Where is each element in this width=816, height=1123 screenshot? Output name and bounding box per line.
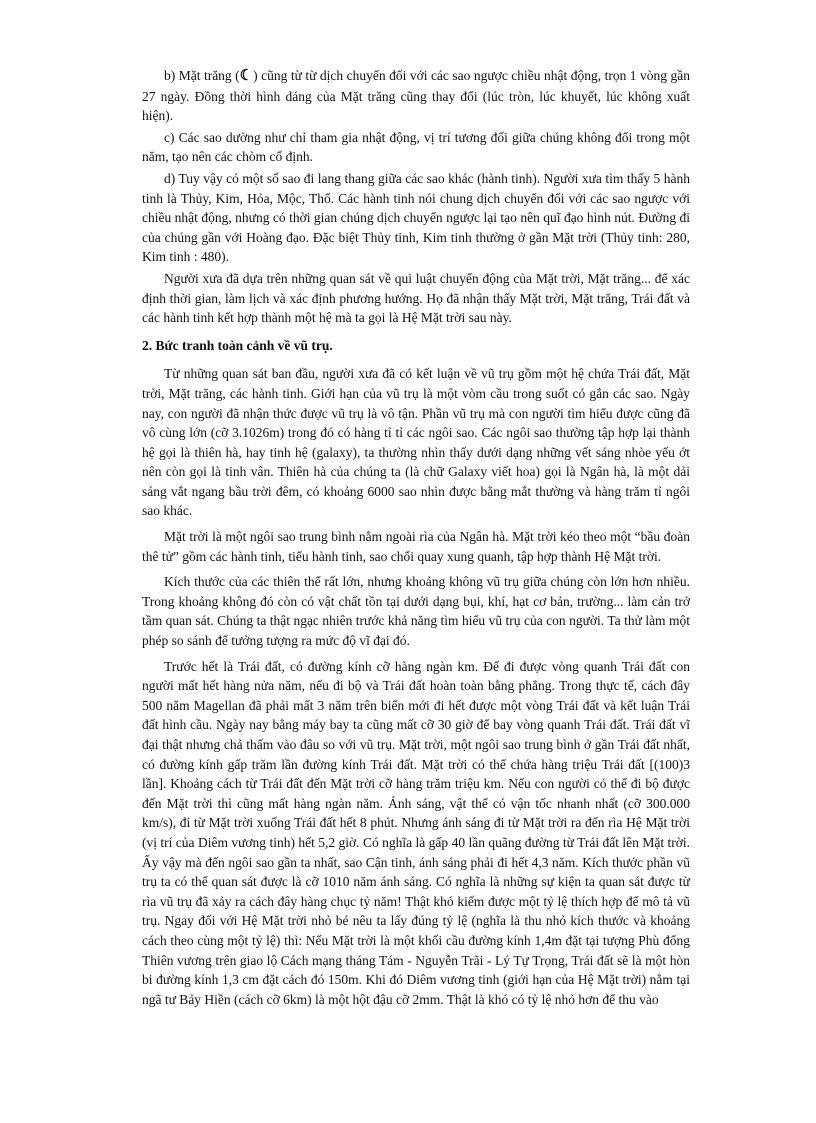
- paragraph-sun: Mặt trời là một ngôi sao trung bình nằm ngoài rìa của Ngân hà. Mặt trời kéo theo một “bầu đoàn thê tử” gồm các hành tinh, tiểu hành tinh, sao chổi quay xung quanh, tập hợp thành Hệ Mặt trời.: [142, 529, 690, 564]
- paragraph-fixed-stars: c) Các sao dường như chỉ tham gia nhật động, vị trí tương đối giữa chúng không đổi trong một năm, tạo nên các chòm cố định.: [142, 129, 690, 165]
- paragraph-planets: d) Tuy vậy có một số sao đi lang thang giữa các sao khác (hành tinh). Người xưa tìm thấy 5 hành tinh là Thủy, Kim, Hỏa, Mộc, Thổ. Các hành tinh nói chung dịch chuyển đối với các sao ngược với chiều nhật động, nhưng có thời gian chúng dịch chuyển ngược lại tạo nên quĩ đạo hình nút. Đường đi của chúng gần với Hoàng đạo. Đặc biệt Thủy tinh, Kim tinh thường ở gần Mặt trời (Thủy tinh: 280, Kim tinh : 480).: [142, 170, 690, 265]
- paragraph-moon: [142, 66, 690, 126]
- paragraph-space: Kích thước của các thiên thể rất lớn, nhưng khoảng không vũ trụ giữa chúng còn lớn hơn nhiều. Trong khoảng không đó còn có vật chất tồn tại dưới dạng bụi, khí, hạt cơ bản, trường... làm cản trở tầm quan sát. Chúng ta thật ngạc nhiên trước khả năng tìm hiểu vũ trụ của con người. Ta thử làm một phép so sánh để tưởng tượng ra mức độ vĩ đại đó.: [142, 574, 690, 649]
- moon-icon: ☾: [239, 68, 254, 84]
- paragraph-solar-system: Người xưa đã dựa trên những quan sát về qui luật chuyển động của Mặt trời, Mặt trăng... để xác định thời gian, làm lịch và xác định phương hướng. Họ đã nhận thấy Mặt trời, Mặt trăng, Trái đất và các hành tinh kết hợp thành một hệ mà ta gọi là Hệ Mặt trời sau này.: [142, 270, 690, 326]
- paragraph-universe: Từ những quan sát ban đầu, người xưa đã có kết luận về vũ trụ gồm một hệ chứa Trái đất, Mặt trời, Mặt trăng, các hành tinh. Giới hạn của vũ trụ là một vòm cầu trong suốt có gắn các sao. Ngày nay, con người đã nhận thức được vũ trụ là vô tận. Phần vũ trụ mà con người tìm hiểu được cũng đã vô cùng lớn (cỡ 3.1026m) trong đó có hàng tỉ tỉ các ngôi sao. Các ngôi sao thường tập hợp lại thành hệ gọi là thiên hà, hay tinh hệ (galaxy), ta thường nhìn thấy dưới dạng những vết sáng nhòe yếu ớt nên còn gọi là tinh vân. Thiên hà của chúng ta (là chữ Galaxy viết hoa) gọi là Ngân hà, là một dải sáng vắt ngang bầu trời đêm, có khoảng 6000 sao nhìn được bằng mắt thường và hàng trăm tỉ ngôi sao khác.: [142, 366, 690, 519]
- moon-text-end: ) cũng từ từ dịch chuyển đối với các sao ngược chiều nhật động, trọn 1 vòng gần 27 ngày. Đồng thời hình dáng của Mặt trăng cũng thay đổi (lúc tròn, lúc khuyết, lúc không xuất hiện).: [142, 68, 691, 124]
- section-heading: 2. Bức tranh toàn cảnh về vũ trụ.: [142, 337, 333, 353]
- moon-text-start: b) Mặt trăng (: [164, 68, 240, 83]
- paragraph-scale: Trước hết là Trái đất, có đường kính cỡ hàng ngàn km. Để đi được vòng quanh Trái đất con người mất hết hàng nửa năm, nếu đi bộ và Trái đất hoàn toàn bằng phẳng. Trong thực tế, cách đây 500 năm Magellan đã phải mất 3 năm trên biển mới đi hết được một vòng Trái đất và kết luận Trái đất hình cầu. Ngày nay bằng máy bay ta cũng mất cỡ 30 giờ để bay vòng quanh Trái đất. Trái đất vĩ đại thật nhưng chả thấm vào đâu so với vũ trụ. Mặt trời, một ngôi sao trung bình ở gần Trái đất nhất, có đường kính gấp trăm lần đường kính Trái đất. Mặt trời có thể chứa hàng triệu Trái đất [(100)3 lần]. Khoảng cách từ Trái đất đến Mặt trời cỡ hàng trăm triệu km. Nếu con người có thể đi bộ được đến Mặt trời thì cũng mất hàng ngàn năm. Ánh sáng, vật thể có vận tốc nhanh nhất (cỡ 300.000 km/s), đi từ Mặt trời xuống Trái đất hết 8 phút. Nhưng ánh sáng đi từ Mặt trời ra đến rìa Hệ Mặt trời (vị trí của Diêm vương tinh) hết 5,2 giờ. Có nghĩa là gấp 40 lần quãng đường từ Trái đất lên Mặt trời. Ấy vậy mà đến ngôi sao gần ta nhất, sao Cận tinh, ánh sáng phải đi hết 4,3 năm. Kích thước phần vũ trụ ta có thể quan sát được là cỡ 1010 năm ánh sáng. Có nghĩa là những sự kiện ta quan sát được từ rìa vũ trụ đã xảy ra cách đây hàng chục tỷ năm! Thật khó kiếm được một tỷ lệ thích hợp để mô tả vũ trụ. Ngay đối với Hệ Mặt trời nhỏ bé nêu ta lấy đúng tỷ lệ (nghĩa là thu nhỏ kích thước và khoảng cách theo cùng một tỷ lệ) thì: Nếu Mặt trời là một khối cầu đường kính 1,4m đặt tại tượng Phù đổng Thiên vương trên giao lộ Cách mạng tháng Tám - Nguyễn Trãi - Lý Tự Trọng, Trái đất sẽ là một hòn bi đường kính 1,3 cm đặt cách đó 150m. Khi đó Diêm vương tinh (giới hạn của Hệ Mặt trời) nằm tại ngã tư Bảy Hiền (cách cỡ 6km) là một hột đậu cỡ 2mm. Thật là khó có tỷ lệ nhỏ hơn để thu vào: [142, 658, 690, 1007]
- document-page: [142, 66, 690, 1015]
